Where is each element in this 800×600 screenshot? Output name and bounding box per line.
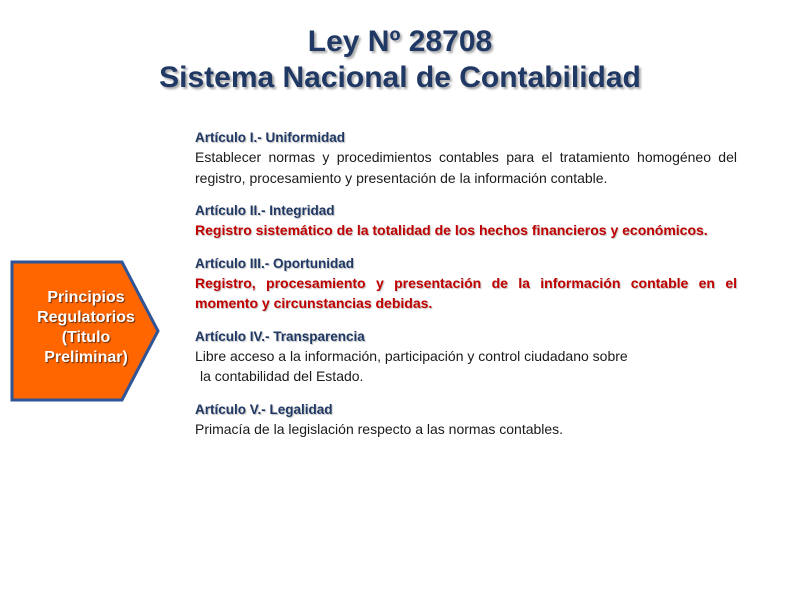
articles-list: [195, 128, 737, 452]
badge-line-2: Regulatorios: [37, 309, 135, 326]
article-body-line-2: la contabilidad del Estado.: [200, 368, 364, 384]
article-heading: Artículo III.- Oportunidad: [195, 255, 354, 271]
article-heading: Artículo I.- Uniformidad: [195, 130, 345, 145]
article-legalidad: [195, 400, 737, 440]
article-body: Establecer normas y procedimientos contables para el tratamiento homogéneo del registro, procesamiento y presentación de la información contable.: [195, 149, 737, 186]
article-uniformidad: [195, 128, 737, 188]
article-body: Registro sistemático de la totalidad de los hechos financieros y económicos.: [195, 222, 708, 238]
principles-badge: [10, 260, 160, 402]
title-line-1: Ley Nº 28708: [307, 25, 493, 58]
badge-line-1: Principios: [47, 289, 125, 306]
article-heading: Artículo II.- Integridad: [195, 203, 335, 218]
page-title: [0, 24, 800, 96]
article-body-line-1: Libre acceso a la información, participación y control ciudadano sobre: [195, 347, 628, 364]
badge-line-3: (Titulo: [61, 329, 111, 346]
title-line-2: Sistema Nacional de Contabilidad: [159, 61, 641, 94]
article-body: Primacía de la legislación respecto a las normas contables.: [195, 420, 564, 437]
badge-label: [16, 288, 156, 368]
article-heading: Artículo V.- Legalidad: [195, 401, 333, 417]
badge-line-4: Preliminar): [44, 349, 128, 366]
article-transparencia: [195, 327, 737, 387]
article-body: [195, 346, 737, 387]
article-integridad: [195, 201, 737, 241]
article-oportunidad: [195, 254, 737, 314]
article-heading: Artículo IV.- Transparencia: [195, 328, 365, 344]
article-body: Registro, procesamiento y presentación de la información contable en el momento y circunstancias debidas.: [195, 274, 737, 311]
